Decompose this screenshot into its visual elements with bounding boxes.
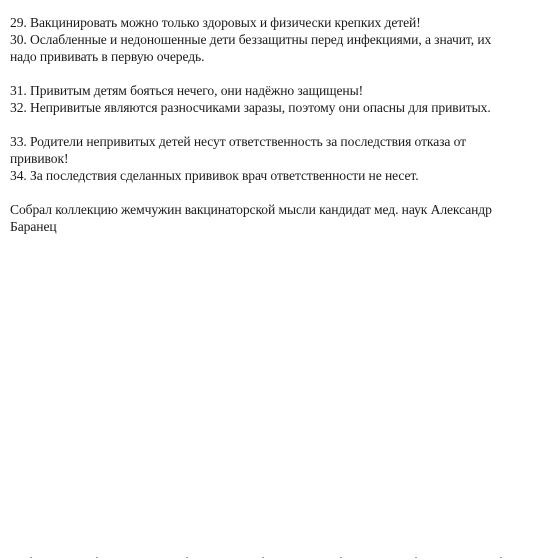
item-30: 30. Ослабленные и недоношенные дети беззащитны перед инфекциями, а значит, их надо прививать в первую очередь. (10, 32, 492, 64)
item-33: 33. Родители непривитых детей несут ответственность за последствия отказа от прививок! (10, 134, 467, 166)
scan-speck (340, 557, 342, 558)
paragraph-gap (10, 116, 544, 133)
scan-speck (30, 557, 32, 558)
scan-speck (415, 557, 417, 558)
scan-speck (96, 557, 98, 558)
item-34: 34. За последствия сделанных прививок врач ответственности не несет. (10, 168, 419, 183)
scan-speck (500, 557, 502, 558)
paragraph-gap (10, 65, 544, 82)
item-29: 29. Вакцинировать можно только здоровых и физически крепких детей! (10, 15, 421, 30)
item-32: 32. Непривитые являются разносчиками заразы, поэтому они опасны для привитых. (10, 100, 491, 115)
scan-noise (0, 552, 550, 560)
paragraph-gap (10, 184, 544, 201)
signature: Собрал коллекцию жемчужин вакцинаторской мысли кандидат мед. наук Александр Баранец (10, 202, 492, 234)
scan-speck (186, 557, 188, 558)
item-31: 31. Привитым детям бояться нечего, они надёжно защищены! (10, 83, 364, 98)
document-body (10, 14, 544, 235)
scan-speck (262, 557, 264, 558)
